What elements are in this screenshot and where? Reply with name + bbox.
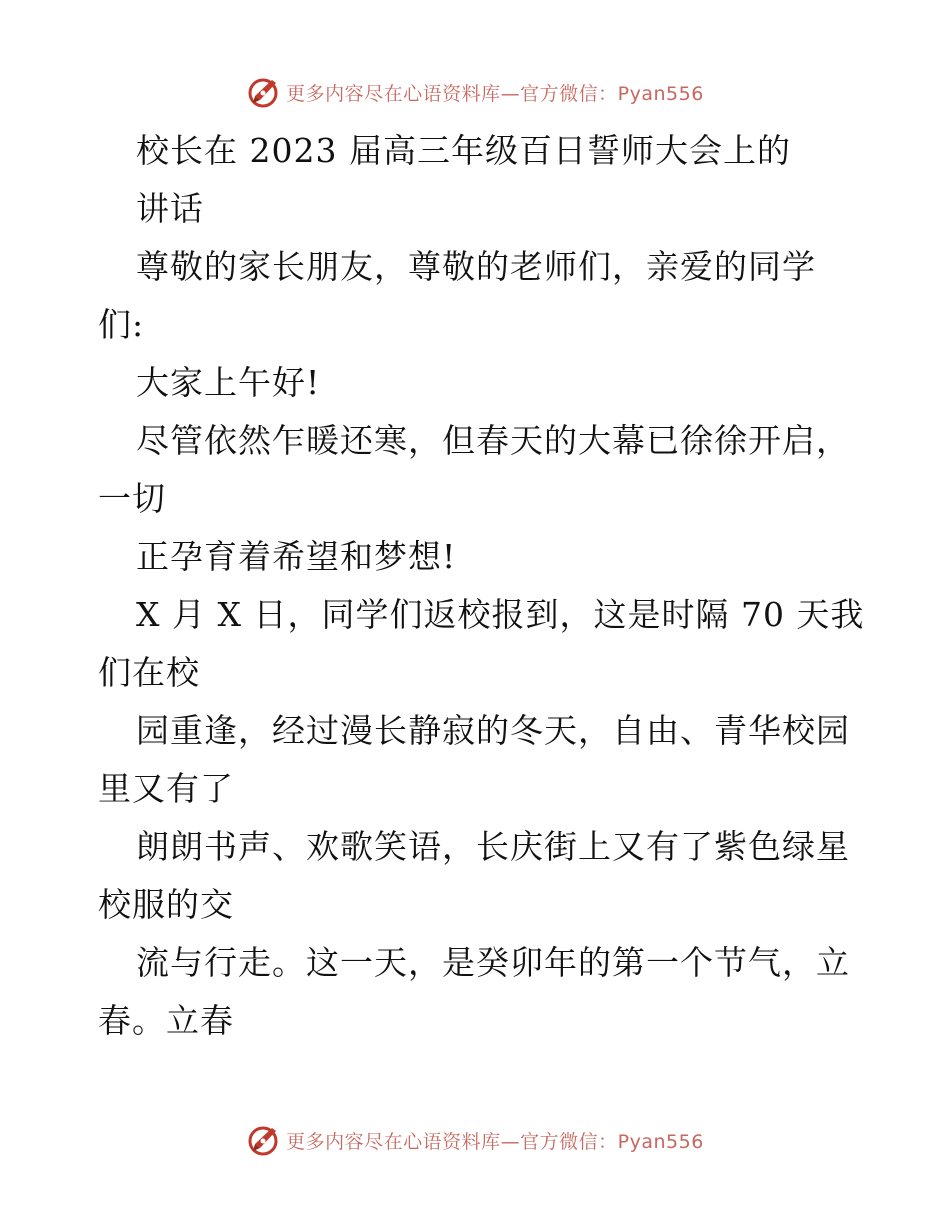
title-line-1: 校长在 2023 届高三年级百日誓师大会上的	[136, 131, 791, 170]
title-line-2: 讲话	[136, 189, 204, 228]
document-body	[98, 122, 868, 1050]
paragraph-line: 校服的交	[98, 885, 234, 924]
paragraph-line: 一切	[98, 479, 166, 518]
paragraph-line: 大家上午好!	[136, 363, 321, 402]
pen-logo-icon	[246, 74, 282, 110]
paragraph-line: X 月 X 日，同学们返校报到，这是时隔 70 天我	[136, 595, 865, 634]
paragraph-line: 朗朗书声、欢歌笑语，长庆街上又有了紫色绿星	[136, 827, 850, 866]
paragraph-line: 园重逢，经过漫长静寂的冬天，自由、青华校园	[136, 711, 850, 750]
paragraph-line: 流与行走。这一天，是癸卯年的第一个节气，立	[136, 943, 850, 982]
pen-logo-icon	[246, 1122, 282, 1158]
paragraph-line: 们:	[98, 305, 145, 344]
header-banner-text: 更多内容尽在心语资料库—官方微信：Pyan556	[286, 82, 704, 105]
paragraph-line: 正孕育着希望和梦想!	[136, 537, 457, 576]
header-banner	[0, 72, 950, 112]
paragraph-line: 春。立春	[98, 1001, 234, 1040]
paragraph-line: 们在校	[98, 653, 200, 692]
paragraph-line: 尊敬的家长朋友，尊敬的老师们，亲爱的同学	[136, 247, 816, 286]
footer-banner-text: 更多内容尽在心语资料库—官方微信：Pyan556	[286, 1130, 704, 1153]
footer-banner	[0, 1120, 950, 1160]
paragraph-line: 尽管依然乍暖还寒，但春天的大幕已徐徐开启，	[136, 421, 850, 460]
paragraph-line: 里又有了	[98, 769, 234, 808]
